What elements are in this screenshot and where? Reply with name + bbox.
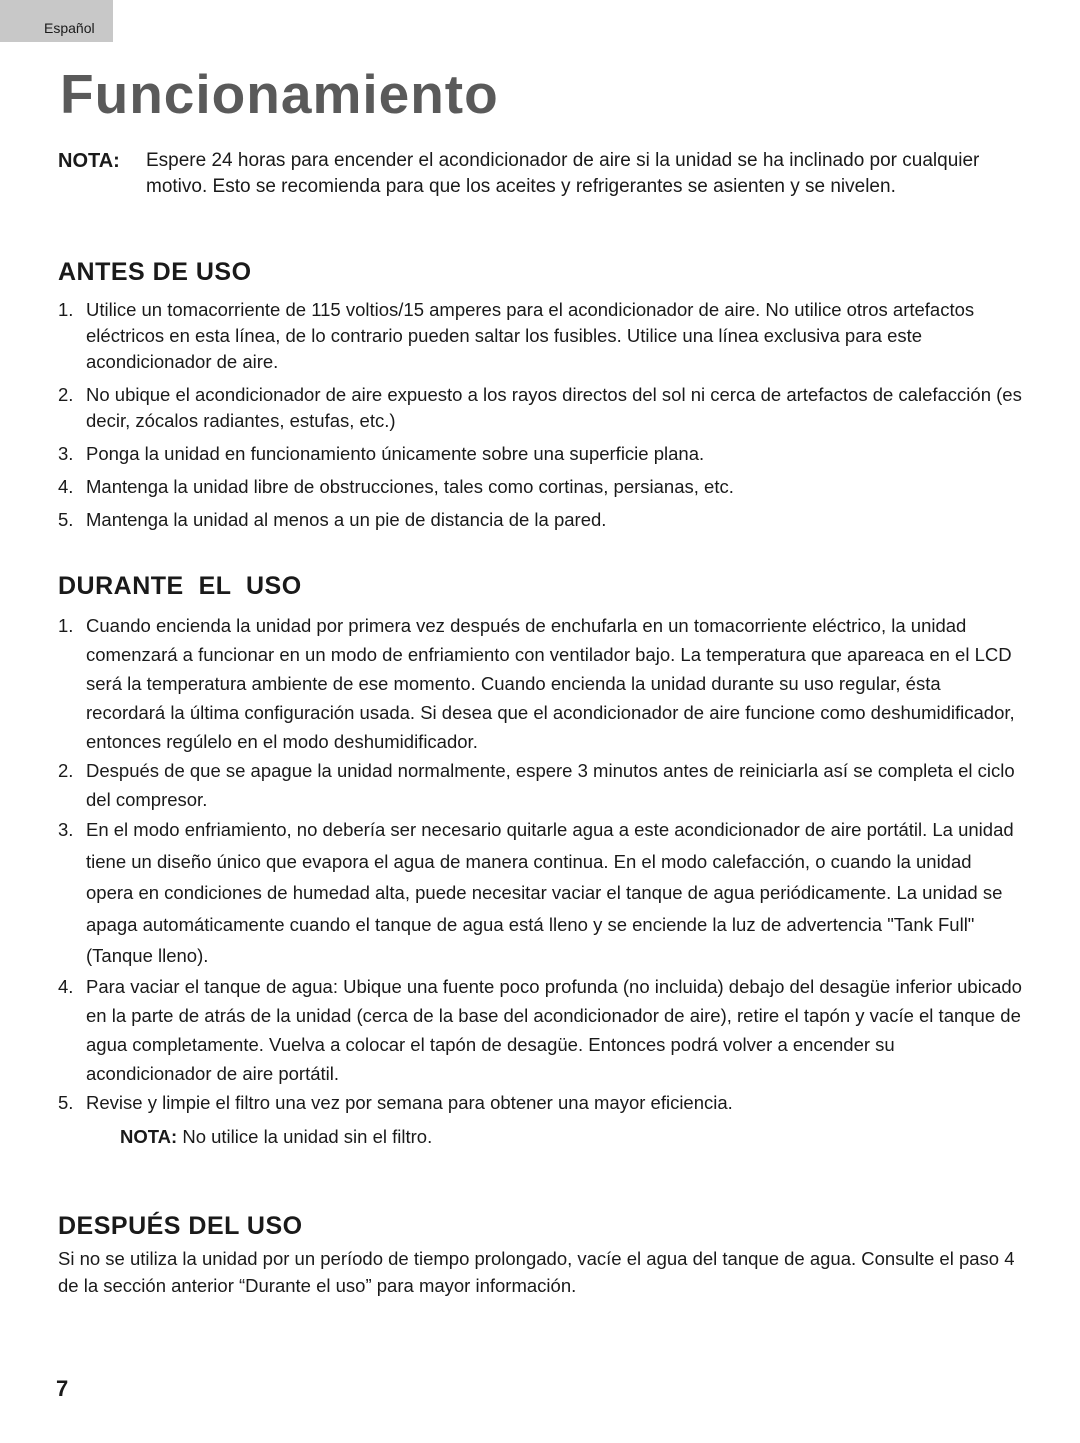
page-title: Funcionamiento: [60, 63, 499, 125]
item-number: 1.: [58, 615, 74, 636]
list-item: [58, 1088, 1023, 1117]
item-text: Ponga la unidad en funcionamiento únicamente sobre una superficie plana.: [86, 443, 705, 464]
nota-label: NOTA:: [58, 150, 120, 172]
nota-text: No utilice la unidad sin el filtro.: [177, 1125, 433, 1147]
item-number: 4.: [58, 975, 74, 997]
section-despues: [58, 1212, 1023, 1299]
item-number: 1.: [58, 299, 74, 320]
item-text: Mantenga la unidad al menos a un pie de distancia de la pared.: [86, 509, 607, 530]
filter-note: [120, 1123, 1023, 1151]
list-item: [58, 814, 1023, 972]
item-text: En el modo enfriamiento, no debería ser necesario quitarle agua a este acondicionador de aire portátil. La unidad tiene un diseño único que evapora el agua de manera continua. En el modo calefacción, o cuando la unidad opera en condiciones de humedad alta, puede necesitar vaciar el tanque de agua periódicamente. La unidad se apaga automáticamente cuando el tanque de agua está lleno y se enciende la luz de advertencia "Tank Full" (Tanque lleno).: [86, 819, 1014, 966]
list-item: [58, 382, 1023, 434]
item-number: 3.: [58, 819, 74, 840]
item-text: Para vaciar el tanque de agua: Ubique una fuente poco profunda (no incluida) debajo del desagüe inferior ubicado en la parte de atrás de la unidad (cerca de la base del acondicionador de aire), retire el tapón y vacíe el tanque de agua completamente. Vuelva a colocar el tapón de desagüe. Entonces podrá volver a encender su acondicionador de aire portátil.: [86, 975, 1022, 1084]
list-item: [58, 756, 1023, 814]
list-item: [58, 474, 1023, 500]
list-item: [58, 441, 1023, 467]
list-item: [58, 611, 1023, 756]
section-text: Si no se utiliza la unidad por un período de tiempo prolongado, vacíe el agua del tanque de agua. Consulte el paso 4 de la sección anterior “Durante el uso” para mayor información.: [58, 1248, 1015, 1296]
section-antes: [58, 258, 1023, 540]
nota-label: NOTA:: [120, 1125, 178, 1147]
item-number: 4.: [58, 476, 74, 497]
section-heading: ANTES DE USO: [58, 258, 252, 286]
page-number: 7: [56, 1376, 69, 1401]
language-tab: Español: [0, 0, 113, 42]
nota-block: [58, 148, 1023, 200]
list-item: [58, 972, 1023, 1088]
item-number: 3.: [58, 443, 74, 464]
item-text: Después de que se apague la unidad normalmente, espere 3 minutos antes de reiniciarla así se completa el ciclo del compresor.: [86, 760, 1015, 810]
item-text: Utilice un tomacorriente de 115 voltios/15 amperes para el acondicionador de aire. No utilice otros artefactos eléctricos en esta línea, de lo contrario pueden saltar los fusibles. Utilice una línea exclusiva para este acondicionador de aire.: [86, 299, 975, 372]
item-number: 2.: [58, 760, 74, 781]
list-item: [58, 297, 1023, 375]
item-text: Revise y limpie el filtro una vez por semana para obtener una mayor eficiencia.: [86, 1091, 733, 1113]
item-text: No ubique el acondicionador de aire expuesto a los rayos directos del sol ni cerca de artefactos de calefacción (es decir, zócalos radiantes, estufas, etc.): [86, 384, 1022, 431]
list-item: [58, 507, 1023, 533]
item-number: 5.: [58, 509, 74, 530]
item-number: 2.: [58, 384, 74, 405]
item-text: Mantenga la unidad libre de obstrucciones, tales como cortinas, persianas, etc.: [86, 476, 734, 497]
item-text: Cuando encienda la unidad por primera vez después de enchufarla en un tomacorriente eléctrico, la unidad comenzará a funcionar en un modo de enfriamiento con ventilador bajo. La temperatura que apareaca en el LCD será la temperatura ambiente de ese momento. Cuando encienda la unidad durante su uso regular, ésta recordará la última configuración usada. Si desea que el acondicionador de aire funcione como deshumidificador, entonces regúlelo en el modo deshumidificador.: [86, 615, 1015, 752]
item-number: 5.: [58, 1091, 74, 1113]
section-heading: DURANTE EL USO: [58, 572, 302, 600]
section-heading: DESPUÉS DEL USO: [58, 1212, 303, 1240]
section-durante: [58, 572, 1023, 1151]
nota-text: Espere 24 horas para encender el acondicionador de aire si la unidad se ha inclinado por cualquier motivo. Esto se recomienda para que los aceites y refrigerantes se asienten y se nivelen.: [146, 150, 980, 197]
